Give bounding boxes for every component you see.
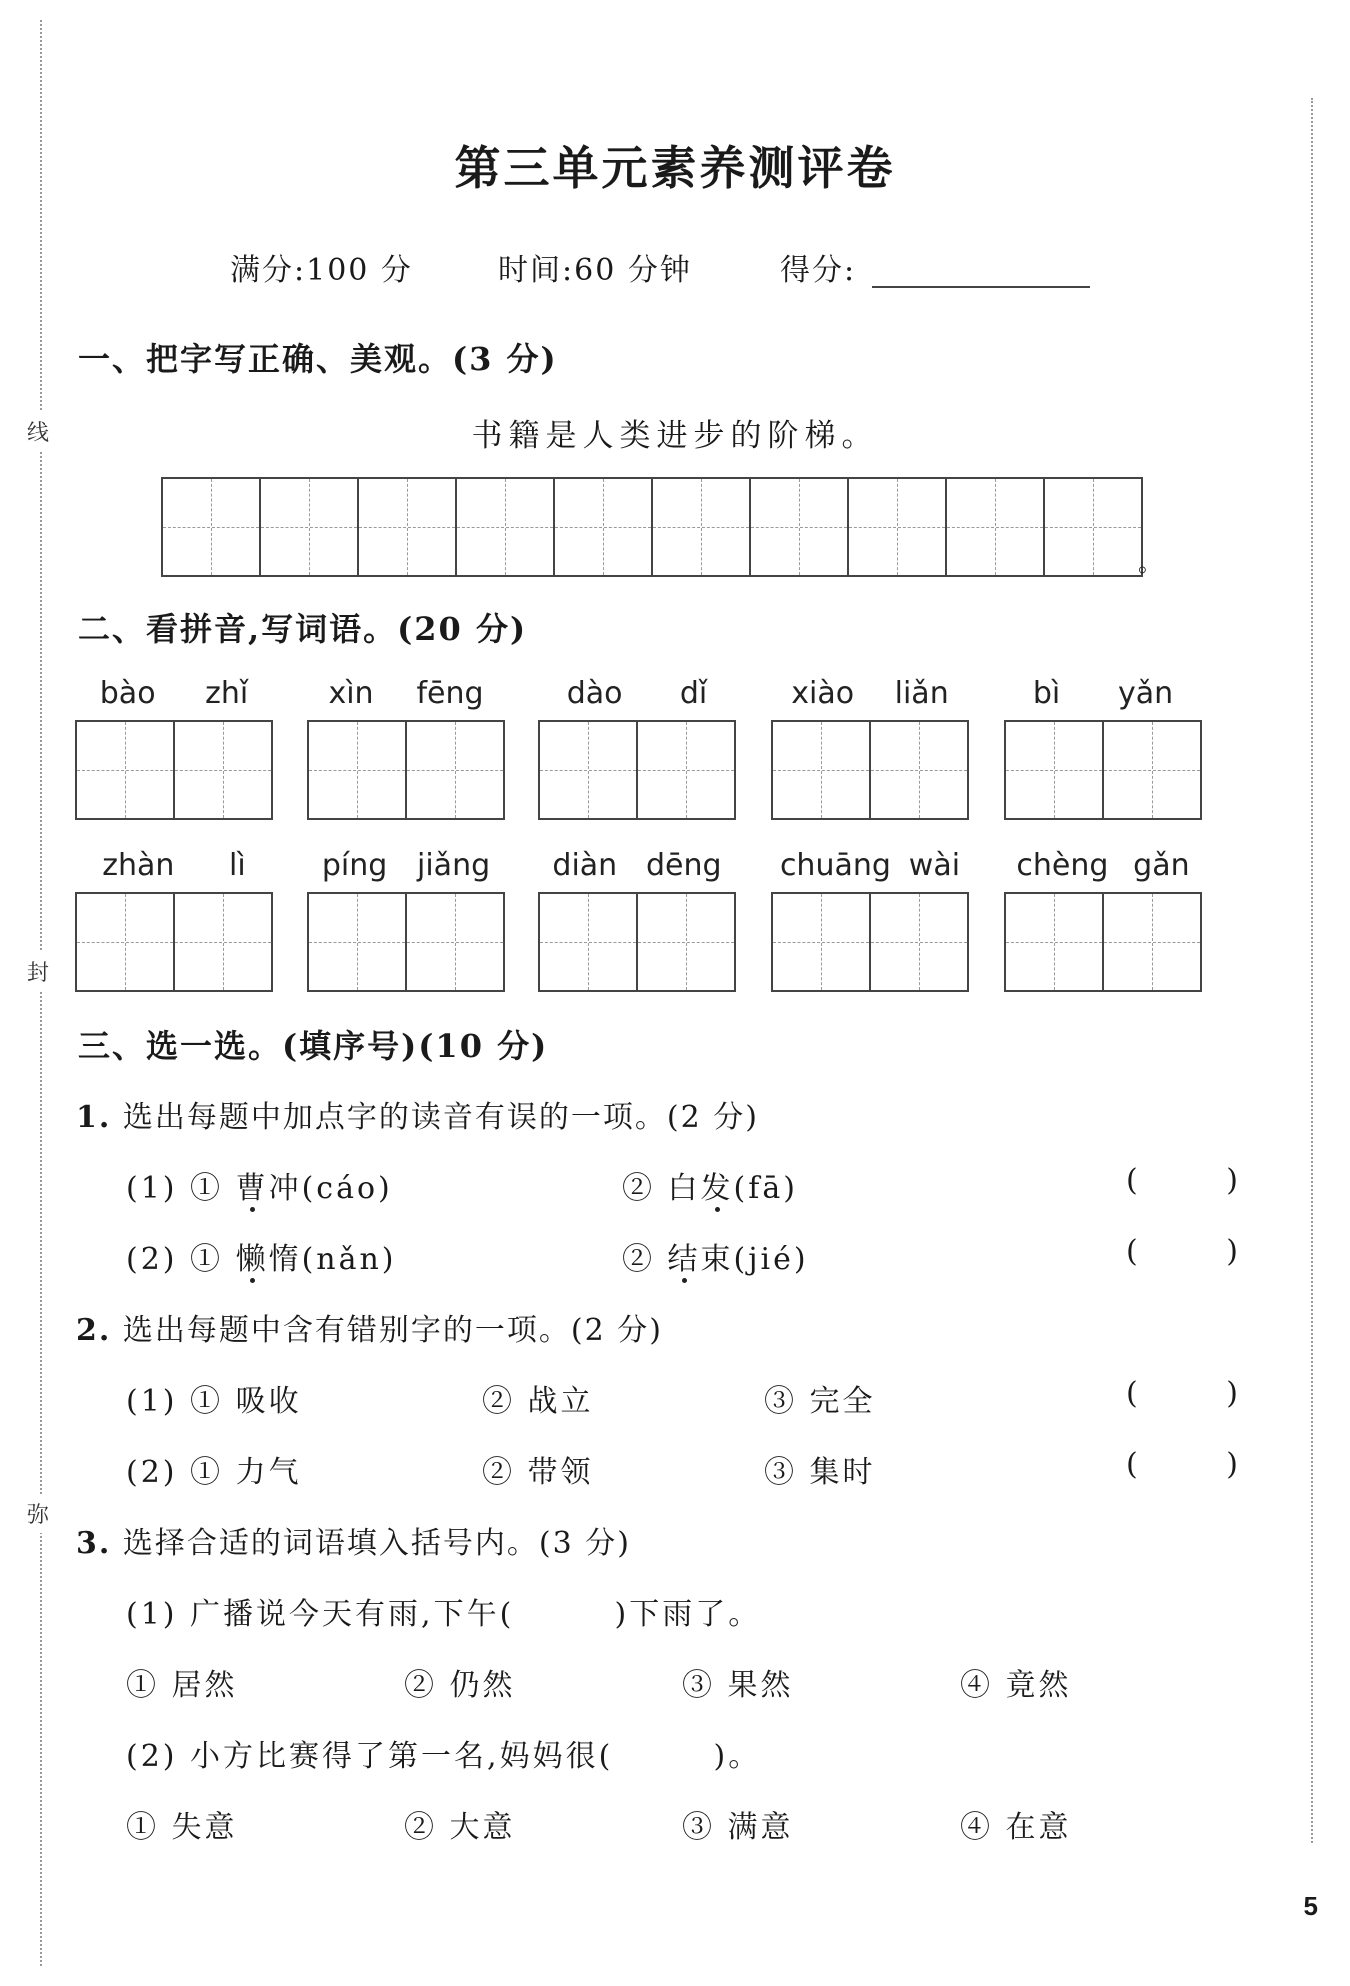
section-3-heading: 三、选一选。(填序号)(10 分) [78, 1027, 549, 1065]
cut-line [1311, 98, 1313, 1843]
pinyin: gǎn [1133, 848, 1190, 883]
pinyin: diàn [552, 848, 618, 883]
pinyin: dǐ [679, 676, 708, 711]
fill-sentence-2: (2) 小方比赛得了第一名,妈妈很( )。 [126, 1739, 762, 1774]
option: ④ 在意 [960, 1810, 1072, 1845]
question-text: 选择合适的词语填入括号内。(3 分) [122, 1526, 631, 1561]
dotted-char: 结 [667, 1242, 701, 1277]
option: ② 带领 [482, 1455, 594, 1490]
option: ③ 满意 [682, 1810, 794, 1845]
score-label: 得分: [780, 253, 857, 288]
pinyin: chuāng [779, 848, 891, 883]
pinyin: zhàn [102, 848, 175, 883]
pinyin-item [1004, 844, 1202, 992]
answer-boxes[interactable] [771, 720, 969, 820]
pinyin: wài [908, 848, 961, 883]
option: ③ 完全 [764, 1384, 876, 1419]
grid-cell[interactable] [849, 479, 947, 575]
question-2 [76, 1305, 663, 1349]
pinyin-item [771, 844, 969, 992]
writing-grid[interactable] [161, 477, 1143, 577]
score-field[interactable] [872, 286, 1090, 288]
binding-line [40, 20, 42, 1966]
answer-boxes[interactable] [538, 892, 736, 992]
pinyin: xìn [328, 676, 374, 711]
question-1 [76, 1092, 759, 1136]
pinyin: lì [229, 848, 246, 883]
answer-parens[interactable]: ( ) [1126, 1376, 1238, 1411]
pinyin: dào [566, 676, 623, 711]
answer-boxes[interactable] [1004, 720, 1202, 820]
grid-cell[interactable] [751, 479, 849, 575]
question-3 [76, 1518, 631, 1562]
question-number: 1. [76, 1100, 112, 1135]
answer-boxes[interactable] [1004, 892, 1202, 992]
pinyin: dēng [646, 848, 722, 883]
answer-parens[interactable]: ( ) [1126, 1234, 1238, 1269]
option: ② 大意 [404, 1810, 516, 1845]
question-number: 2. [76, 1313, 112, 1348]
margin-char-seal: 封 [27, 952, 49, 991]
answer-boxes[interactable] [307, 892, 505, 992]
copy-sentence: 书籍是人类进步的阶梯。 [471, 418, 879, 454]
option-b: ② 白发(fā) [622, 1171, 798, 1206]
section-1-heading: 一、把字写正确、美观。(3 分) [78, 340, 558, 378]
grid-cell[interactable] [1045, 479, 1141, 575]
option: ③ 集时 [764, 1455, 876, 1490]
pinyin-item [538, 672, 736, 820]
answer-boxes[interactable] [75, 892, 273, 992]
answer-parens[interactable]: ( ) [1126, 1163, 1238, 1198]
option-a: (2) ① 懒惰(nǎn) [126, 1242, 397, 1277]
pinyin: bào [99, 676, 156, 711]
option-a: (1) ① 曹冲(cáo) [126, 1171, 393, 1206]
option: ④ 竟然 [960, 1668, 1072, 1703]
pinyin: chèng [1016, 848, 1109, 883]
question-number: 3. [76, 1526, 112, 1561]
margin-char-line: 线 [27, 412, 49, 451]
option: ① 居然 [126, 1668, 238, 1703]
grid-cell[interactable] [163, 479, 261, 575]
dotted-char: 曹 [235, 1171, 269, 1206]
pinyin: liǎn [894, 676, 949, 711]
pinyin-item [307, 672, 505, 820]
section-2-heading: 二、看拼音,写词语。(20 分) [78, 610, 528, 648]
option: (1) ① 吸收 [126, 1384, 302, 1419]
pinyin-item [538, 844, 736, 992]
pinyin: yǎn [1117, 676, 1174, 711]
margin-char-mi: 弥 [27, 1494, 49, 1533]
option: ② 战立 [482, 1384, 594, 1419]
pinyin: zhǐ [205, 676, 249, 711]
full-score: 满分:100 分 [230, 253, 413, 288]
fill-sentence-1: (1) 广播说今天有雨,下午( )下雨了。 [126, 1597, 762, 1632]
option: ① 失意 [126, 1810, 238, 1845]
pinyin: jiǎng [417, 848, 491, 883]
pinyin: píng [321, 848, 388, 883]
grid-end-period: 。 [1138, 549, 1162, 577]
pinyin: xiào [791, 676, 855, 711]
option: ② 仍然 [404, 1668, 516, 1703]
grid-cell[interactable] [261, 479, 359, 575]
pinyin: bì [1032, 676, 1061, 711]
option: (2) ① 力气 [126, 1455, 302, 1490]
pinyin: fēng [416, 676, 484, 711]
grid-cell[interactable] [653, 479, 751, 575]
dotted-char: 发 [700, 1171, 734, 1206]
option: ③ 果然 [682, 1668, 794, 1703]
pinyin-item [75, 844, 273, 992]
grid-cell[interactable] [457, 479, 555, 575]
answer-boxes[interactable] [538, 720, 736, 820]
pinyin-item [307, 844, 505, 992]
pinyin-item [75, 672, 273, 820]
answer-parens[interactable]: ( ) [1126, 1447, 1238, 1482]
page-title: 第三单元素养测评卷 [454, 141, 896, 195]
question-text: 选出每题中加点字的读音有误的一项。(2 分) [122, 1100, 759, 1135]
time-limit: 时间:60 分钟 [498, 253, 692, 288]
option-b: ② 结束(jié) [622, 1242, 809, 1277]
answer-boxes[interactable] [75, 720, 273, 820]
question-text: 选出每题中含有错别字的一项。(2 分) [122, 1313, 663, 1348]
answer-boxes[interactable] [771, 892, 969, 992]
grid-cell[interactable] [359, 479, 457, 575]
pinyin-item [771, 672, 969, 820]
pinyin-item [1004, 672, 1202, 820]
grid-cell[interactable] [555, 479, 653, 575]
dotted-char: 懒 [235, 1242, 269, 1277]
grid-cell[interactable] [947, 479, 1045, 575]
page-number: 5 [1303, 1891, 1318, 1921]
answer-boxes[interactable] [307, 720, 505, 820]
